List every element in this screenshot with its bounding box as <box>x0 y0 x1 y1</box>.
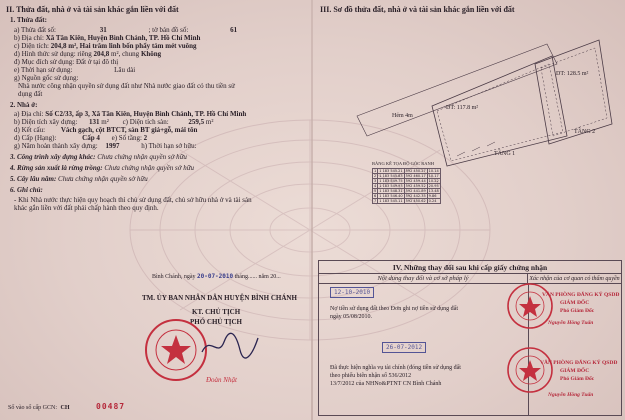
coord-cell: 592 460.17 <box>405 174 426 178</box>
parcel-number-row: a) Thửa đất số: 31 ; tờ bản đồ số: 61 <box>14 26 238 34</box>
coord-row <box>373 174 441 179</box>
coord-cell: 1 183 546.40 <box>379 194 403 198</box>
coord-cell: 4 <box>374 184 377 188</box>
section-3-title: III. Sơ đồ thửa đất, nhà ở và tài sản khác gắn liền với đất <box>320 5 515 14</box>
house-build-area-row: b) Diện tích xây dựng: 131 m² c) Diện tích sàn: 259,5 m² <box>14 118 214 126</box>
perennial-row: 5. Cây lâu năm: Chưa chứng nhận quyền sở hữu <box>10 175 148 183</box>
section-2-title: II. Thửa đất, nhà ở và tài sản khác gắn liền với đất <box>6 5 179 14</box>
change2-line-2: theo phiếu biên nhận số 536/2012 <box>330 373 412 379</box>
house-structure-row: d) Kết cấu: Vách gạch, cột BTCT, sàn BT giả+gỗ, mái tôn <box>14 126 198 134</box>
coord-row <box>373 189 441 194</box>
coord-row <box>373 199 441 204</box>
change1-date-stamp: 12-10-2010 <box>330 287 374 298</box>
sign-org-3: PHÓ CHỦ TỊCH <box>190 318 242 326</box>
change2-date-stamp: 26-07-2012 <box>382 342 426 353</box>
coord-cell: 1 183 545.21 <box>379 169 403 173</box>
plan-area-upper: DT: 128.5 m² <box>556 71 589 77</box>
sign-date-line: Bình Chánh, ngày 20-07-2010 tháng...... năm 20... <box>152 273 281 280</box>
coord-table <box>372 168 441 204</box>
coord-cell: 3 <box>374 179 377 183</box>
stamp-name-upper: Nguyễn Hồng Tuấn <box>548 320 594 326</box>
change1-line-1: Nợ tiền sử dụng đất theo Đơn ghi nợ tiền sử dụng đất <box>330 306 459 312</box>
office-seal-icon-lower <box>506 346 554 394</box>
coord-cell: 592 450.62 <box>405 199 426 203</box>
coord-row <box>373 169 441 174</box>
official-seal-icon <box>144 318 208 382</box>
coord-cell: 1 183 545.83 <box>379 174 403 178</box>
coord-cell: 6 <box>374 194 377 198</box>
parcel-origin-value-2: dụng đất <box>18 90 43 98</box>
plan-road-label: Hẻm 4m <box>392 113 413 119</box>
forest-row: 4. Rừng sản xuất là rừng trồng: Chưa chứng nhận quyền sở hữu <box>10 164 195 172</box>
coord-row <box>373 194 441 199</box>
stamp-office-lower: VĂN PHÒNG ĐĂNG KÝ QSDĐ <box>540 360 618 366</box>
coord-cell: 2 <box>374 174 377 178</box>
coord-cell: 10.14 <box>428 169 439 173</box>
parcel-usage-form-row: d) Hình thức sử dụng: riêng 204,8 m², chung Không <box>14 50 162 58</box>
notes-heading: 6. Ghi chú: <box>10 186 43 194</box>
col-confirm-header: Xác nhận của cơ quan có thẩm quyền <box>529 276 620 282</box>
coord-cell: 10.17 <box>428 174 439 178</box>
signature-scribble <box>200 330 260 360</box>
note-line-2: khác gắn liền với đất phải chấp hành theo quy định. <box>14 204 159 212</box>
stamp-sub-lower: Phó Giám Đốc <box>560 376 595 382</box>
serial-number: 00487 <box>96 402 126 411</box>
land-heading: 1. Thửa đất: <box>10 16 47 24</box>
stamp-name-lower: Nguyễn Hồng Tuấn <box>548 392 594 398</box>
coord-cell: 592 459.44 <box>405 179 426 183</box>
change2-line-3: 13/7/2012 của NHNo&PTNT CN Bình Chánh <box>330 381 442 387</box>
change2-line-1: Đã thực hiện nghĩa vụ tài chính (đóng tiền sử dụng đất <box>330 365 461 371</box>
coord-cell: 5 <box>374 189 377 193</box>
stamp-role-lower: GIÁM ĐỐC <box>560 368 590 374</box>
other-construction-row: 3. Công trình xây dựng khác: Chưa chứng nhận quyền sở hữu <box>10 153 187 161</box>
section-4-title: IV. Những thay đổi sau khi cấp giấy chứng nhận <box>319 261 621 274</box>
serial-label: Số vào sổ cấp GCN: CH <box>8 405 70 411</box>
plan-floor1-label: TẦNG 1 <box>494 151 516 157</box>
coord-cell: 592 441.89 <box>405 189 426 193</box>
coord-cell: 7 <box>374 199 377 203</box>
coord-cell: 592 442.35 <box>405 194 426 198</box>
parcel-origin-value-1: Nhà nước công nhận quyền sử dụng đất như Nhà nước giao đất có thu tiền sử <box>18 82 235 90</box>
house-address-row: a) Địa chỉ: Số C2/33, ấp 3, Xã Tân Kiên, Huyện Bình Chánh, TP. Hồ Chí Minh <box>14 110 247 118</box>
change1-line-2: ngày 05/08/2010. <box>330 314 372 320</box>
parcel-origin-label: g) Nguồn gốc sử dụng: <box>14 74 79 82</box>
parcel-term-row: e) Thời hạn sử dụng: Lâu dài <box>14 66 136 74</box>
sign-org-2: KT. CHỦ TỊCH <box>192 308 241 316</box>
parcel-address-row: b) Địa chỉ: Xã Tân Kiên, Huyện Bình Chánh, TP. Hồ Chí Minh <box>14 34 201 42</box>
coord-row <box>373 184 441 189</box>
coord-cell: 9.86 <box>427 194 440 199</box>
coord-cell: 1 183 548.31 <box>379 189 403 193</box>
coord-cell: 20.95 <box>428 184 439 188</box>
house-grade-row: d) Cấp (Hạng): Cấp 4 e) Số tầng: 2 <box>14 134 148 142</box>
coord-cell: 1 183 549.93 <box>379 184 403 188</box>
coord-table-title: BẢNG KÊ TỌA ĐỘ GÓC RANH <box>372 161 435 166</box>
signer-name: Đoàn Nhật <box>206 376 237 384</box>
page-fold <box>311 0 313 420</box>
stamp-sub-upper: Phó Giám Đốc <box>560 308 595 314</box>
site-plan-diagram <box>337 16 617 176</box>
office-seal-icon-upper <box>506 282 554 330</box>
coord-cell: 1 183 549.75 <box>379 179 403 183</box>
note-line-1: - Khi Nhà nước thực hiện quy hoạch thì chủ sử dụng đất, chủ sở hữu nhà ở và tài sản <box>14 196 252 204</box>
coord-cell: 10.22 <box>428 179 439 183</box>
coord-cell: 0.24 <box>427 199 440 204</box>
parcel-area-row: c) Diện tích: 204,8 m², Hai trăm linh bốn phẩy tám mét vuông <box>14 42 197 50</box>
coord-cell: 13.48 <box>428 189 439 193</box>
stamp-role-upper: GIÁM ĐỐC <box>560 300 590 306</box>
sign-org-1: TM. ỦY BAN NHÂN DÂN HUYỆN BÌNH CHÁNH <box>142 294 297 302</box>
plan-area-main: DT: 117.8 m² <box>446 105 479 111</box>
coord-cell: 1 <box>374 169 377 173</box>
stamp-office-upper: VĂN PHÒNG ĐĂNG KÝ QSDĐ <box>542 292 620 298</box>
plan-floor2-label: TẦNG 2 <box>574 129 596 135</box>
coord-cell: 592 459.52 <box>405 184 426 188</box>
coord-row <box>373 179 441 184</box>
coord-cell: 1 183 545.11 <box>379 199 403 203</box>
coord-cell: 592 450.27 <box>405 169 426 173</box>
house-year-row: g) Năm hoàn thành xây dựng: 1997 h) Thời hạn sở hữu: <box>14 142 197 150</box>
col-content-header: Nội dung thay đổi và cơ sở pháp lý <box>319 274 528 284</box>
house-heading: 2. Nhà ở: <box>10 101 38 109</box>
parcel-purpose-row: đ) Mục đích sử dụng: Đất ở tại đô thị <box>14 58 119 66</box>
